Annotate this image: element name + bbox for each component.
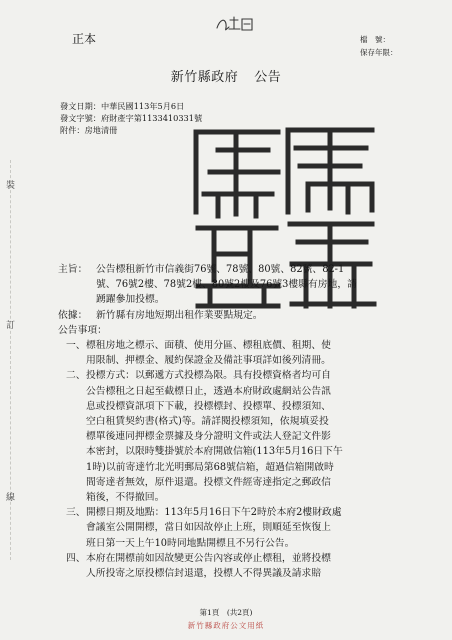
item-line: 公告標租之日起至截標日止，透過本府財政處網站公告訊 [86, 385, 331, 397]
margin-mark-fold: 訂 [6, 321, 16, 331]
item-line: 息或投標資訊項下下載，投標標封、投標單、投標須知、 [86, 400, 331, 412]
list-item [58, 551, 408, 581]
margin-mark-line: 線 [6, 493, 16, 503]
item-line: 本府在開標前如因故變更公告內容或停止標租，並將投標 [86, 552, 331, 564]
item-number: 四、 [66, 552, 86, 564]
items-heading [58, 323, 408, 338]
item-line: 箱後，不得撤回。 [86, 492, 165, 504]
page-title [0, 66, 452, 85]
item-line: 本密封，以限時雙掛號於本府開啟信箱(113年5月16日下午 [86, 446, 343, 458]
item-line: 1時)以前寄達竹北光明郵局第68號信箱，超過信箱開啟時 [86, 461, 334, 473]
item-line: 空白租賃契約書(格式)等。請詳閱投標須知，依規填妥投 [86, 416, 329, 428]
subject-paragraph [58, 262, 408, 308]
list-item [58, 338, 408, 368]
item-number: 二、 [66, 370, 86, 382]
list-item [58, 505, 408, 551]
subject-line: 號、76號2樓、78號2樓、80號2樓及76號3樓縣有房地，請 [96, 279, 357, 291]
basis-label: 依據： [58, 309, 88, 321]
copy-mark: 正本 [72, 32, 97, 46]
item-line: 班日第一天上午10時同地點開標且不另行公告。 [86, 537, 295, 549]
subject-line: 公告標租新竹市信義街76號、78號、80號、82號、82-1 [96, 264, 345, 275]
margin-mark-bind: 裝 [6, 181, 16, 191]
basis-paragraph [58, 308, 408, 323]
reference-number: 發文字號：府財產字第1133410331號 [60, 113, 203, 123]
item-line: 標單後連同押標金票據及身分證明文件或法人登記文件影 [86, 431, 331, 443]
basis-text: 新竹縣有房地短期出租作業要點規定。 [96, 309, 263, 321]
item-number: 一、 [66, 340, 86, 352]
item-line: 會議室公開開標，當日如因故停止上班，則順延至恢復上 [86, 522, 331, 534]
item-line: 人所投寄之原投標信封退還，投標人不得異議及請求賠 [86, 568, 322, 580]
item-line: 標租房地之標示、面積、使用分區、標租底價、租期、使 [86, 340, 331, 352]
page-number: 第1頁 (共2頁) [199, 608, 253, 617]
items-label: 公告事項： [58, 324, 107, 336]
item-line: 投標方式：以郵遞方式投標為限。具有投標資格者均可自 [86, 370, 331, 382]
archive-no-label: 檔 號： [360, 35, 390, 44]
item-line: 間寄達者無效，原件退還。投標文件經寄達指定之郵政信 [86, 476, 331, 488]
paper-mark: 新竹縣政府公文用紙 [187, 621, 265, 630]
handwritten-signature [214, 13, 256, 35]
subject-label: 主旨： [58, 264, 88, 275]
item-line: 開標日期及地點：113年5月16日下午2時於本府2樓財政處 [86, 507, 342, 519]
issue-date: 發文日期：中華民國113年5月6日 [60, 101, 185, 111]
subject-line: 踴躍參加投標。 [96, 294, 165, 306]
agency-name: 新竹縣政府 [170, 70, 239, 85]
archive-fields [360, 33, 398, 59]
document-body [58, 262, 408, 581]
document-kind: 公告 [254, 70, 282, 85]
item-number: 三、 [66, 507, 86, 519]
attachment: 附件：房地清冊 [60, 125, 118, 135]
item-line: 用限制、押標金、履約保證金及備註事項詳如後列清冊。 [86, 355, 331, 367]
retention-label: 保存年限： [360, 48, 398, 57]
meta-block [60, 100, 202, 136]
list-item [58, 368, 408, 505]
